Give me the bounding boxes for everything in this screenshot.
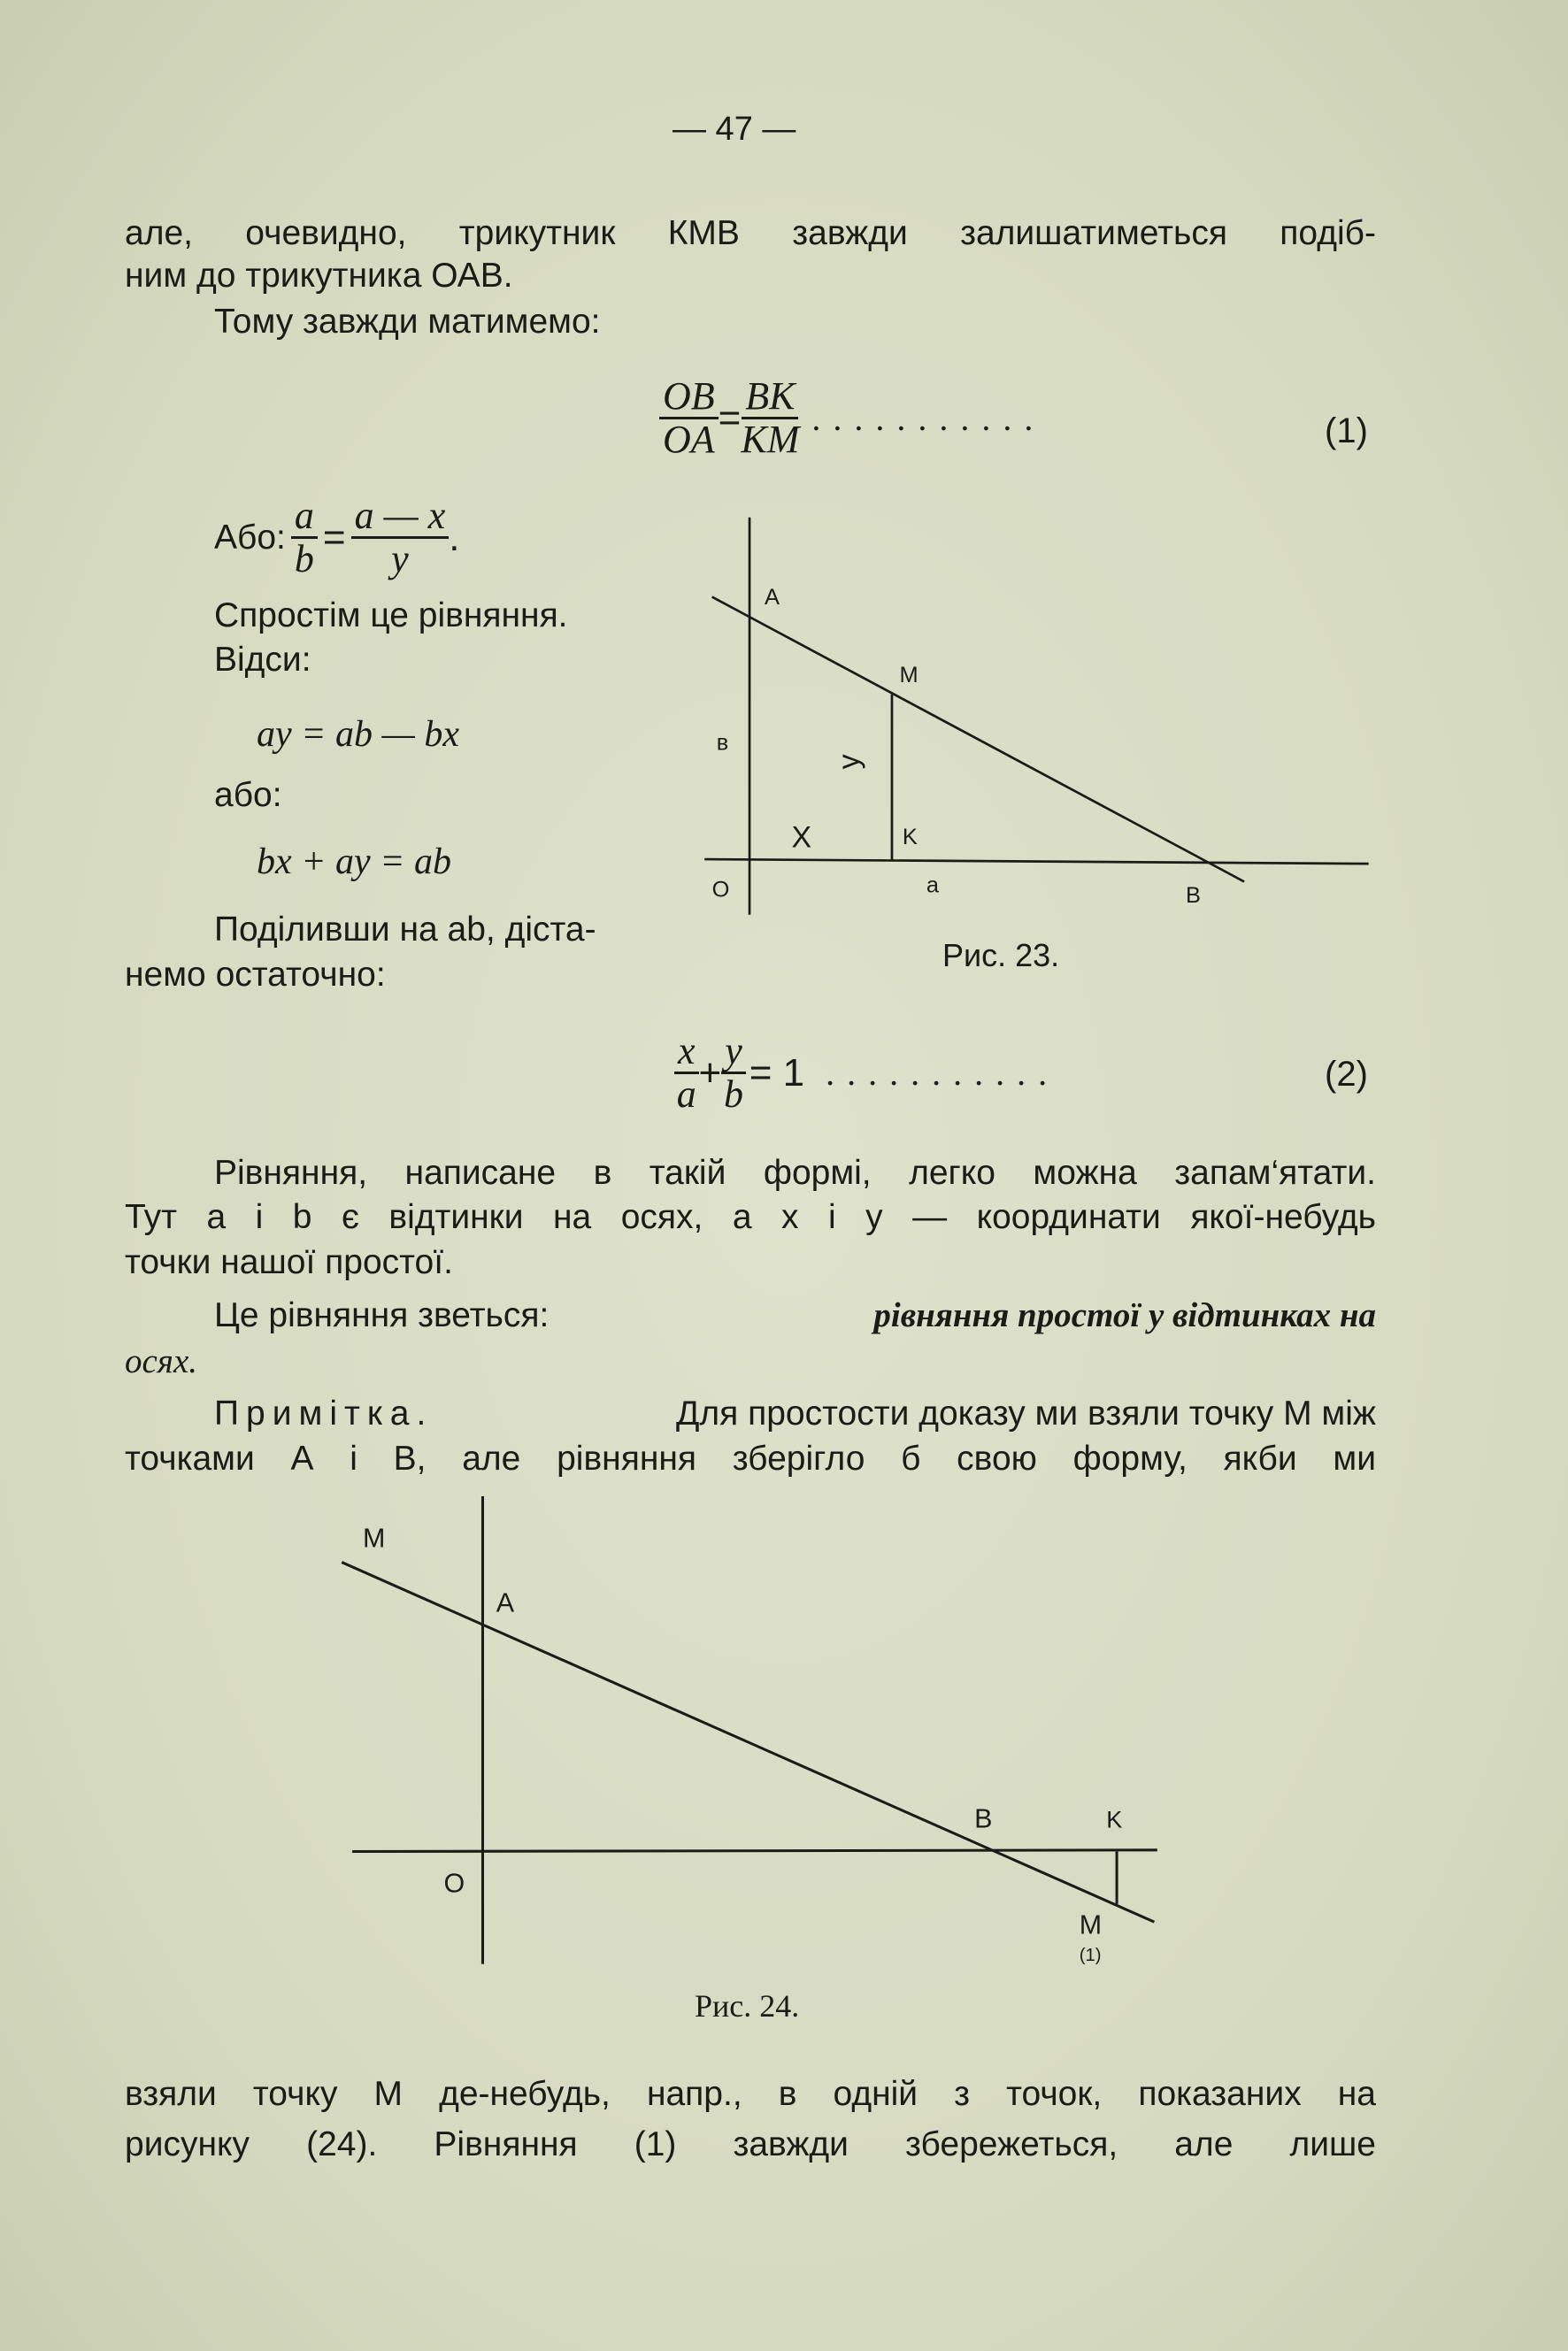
- eq2-rhs: = 1: [749, 1050, 805, 1095]
- eq1-equals: =: [718, 396, 742, 440]
- label-b-small: в: [716, 730, 729, 756]
- text-line: Для простости доказу ми взяли точку М між: [675, 1394, 1376, 1433]
- eqa-den2: y: [391, 537, 409, 580]
- eqa-den1: b: [294, 537, 314, 580]
- eq1-den1: OA: [663, 418, 715, 461]
- text-line: немо остаточно:: [125, 956, 386, 994]
- label-m-top: M: [362, 1523, 386, 1554]
- label-b: B: [1186, 883, 1201, 909]
- text-line: Відси:: [214, 641, 311, 679]
- label-k: K: [1106, 1805, 1123, 1833]
- label-o: O: [443, 1868, 465, 1899]
- figure23-caption: Рис. 23.: [942, 937, 1060, 973]
- text-italic-term: осях.: [125, 1342, 197, 1380]
- text-line: ним до трикутника ОАВ.: [125, 257, 513, 295]
- text-line: або:: [214, 776, 282, 814]
- text-line: Тут a і b є відтинки на осях, а x і y — координати якої-небудь: [125, 1198, 1376, 1236]
- eq1-number: (1): [1325, 411, 1368, 450]
- eq1-num1: OB: [659, 376, 719, 419]
- label-k: K: [902, 825, 918, 850]
- label-m-index: (1): [1079, 1946, 1102, 1966]
- text-italic-term: рівняння простої у відтинках на: [873, 1296, 1376, 1334]
- x-axis: [704, 859, 1368, 864]
- figure24-caption: Рис. 24.: [695, 1988, 800, 2024]
- pencil-x: X: [791, 820, 812, 855]
- eq2-num1: x: [674, 1031, 699, 1074]
- note-label: Примітка.: [214, 1394, 434, 1433]
- label-m-bottom: M: [1079, 1909, 1103, 1940]
- label-a: A: [496, 1587, 515, 1618]
- text-line: Рівняння, написане в такій формі, легко можна запам‘ятати.: [214, 1154, 1376, 1192]
- label-a: A: [764, 585, 780, 611]
- label-b: B: [974, 1803, 993, 1834]
- eq2-number: (2): [1325, 1055, 1368, 1094]
- text-line: Тому завжди матимемо:: [214, 303, 601, 341]
- text-line: Поділивши на ab, діста-: [214, 910, 596, 949]
- text-line: точки нашої простої.: [125, 1243, 453, 1281]
- label-m: M: [899, 663, 919, 688]
- x-axis: [352, 1850, 1157, 1852]
- equation-bx: bx + ay = ab: [257, 841, 451, 882]
- text-line: рисунку (24). Рівняння (1) завжди збережеться, але лише: [125, 2125, 1376, 2163]
- eq1-dots: ...........: [811, 398, 1046, 438]
- eq2-plus: +: [698, 1050, 722, 1095]
- abo-label: Або:: [214, 518, 286, 557]
- label-o: O: [711, 877, 730, 903]
- eq2-dots: ...........: [826, 1053, 1060, 1093]
- equation-abo: Або: $\frac{a}{b}$ = $\frac{a — x}{y}$ .: [214, 494, 460, 580]
- text-line: точками А і В, але рівняння зберігло б свою форму, якби ми: [125, 1440, 1376, 1478]
- eq1-den2: KM: [741, 418, 800, 461]
- equation-ay: ay = ab — bx: [257, 714, 459, 755]
- eq2-num2: y: [721, 1031, 746, 1074]
- eq2-den1: a: [676, 1072, 696, 1116]
- eqa-num1: a: [291, 496, 318, 539]
- eqa-num2: a — x: [351, 496, 450, 539]
- text-line: але, очевидно, трикутник КМВ завжди залишатиметься подіб-: [125, 214, 1376, 252]
- eq1-num2: BK: [742, 376, 798, 419]
- text-line: Спростім це рівняння.: [214, 596, 568, 634]
- text-line: взяли точку М де-небудь, напр., в одній з точок, показаних на: [125, 2075, 1376, 2113]
- page-number: — 47 —: [673, 111, 796, 148]
- text-plain: Це рівняння зветься:: [214, 1296, 550, 1334]
- eqa-equals: =: [322, 515, 346, 559]
- figure-23: [704, 518, 1368, 915]
- label-a-small: a: [926, 872, 940, 898]
- pencil-y: y: [832, 754, 866, 770]
- eq2-den2: b: [724, 1072, 743, 1116]
